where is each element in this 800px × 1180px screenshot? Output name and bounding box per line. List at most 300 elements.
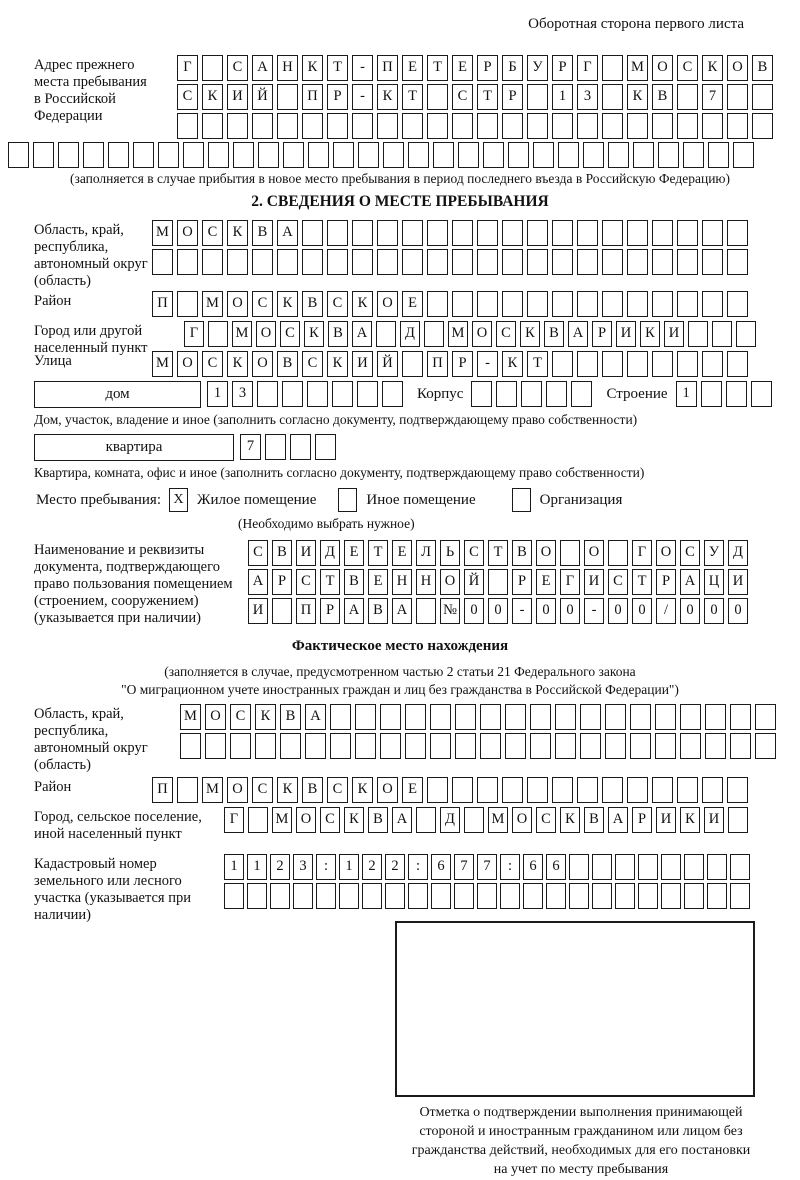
char-box[interactable] — [477, 220, 498, 246]
char-box[interactable] — [302, 220, 323, 246]
char-box[interactable] — [257, 381, 278, 407]
char-box[interactable] — [602, 351, 623, 377]
char-box[interactable] — [730, 854, 750, 880]
char-box[interactable] — [480, 733, 501, 759]
char-box[interactable] — [208, 321, 228, 347]
char-box[interactable]: О — [296, 807, 316, 833]
char-box[interactable]: Р — [452, 351, 473, 377]
char-box[interactable]: К — [502, 351, 523, 377]
char-box[interactable] — [508, 142, 529, 168]
char-box[interactable]: Б — [502, 55, 523, 81]
char-box[interactable] — [627, 777, 648, 803]
char-box[interactable] — [227, 249, 248, 275]
char-box[interactable] — [705, 733, 726, 759]
char-box[interactable]: П — [152, 777, 173, 803]
char-box[interactable]: К — [304, 321, 324, 347]
char-box[interactable] — [727, 84, 748, 110]
char-box[interactable] — [615, 883, 635, 909]
char-box[interactable] — [502, 249, 523, 275]
char-box[interactable] — [108, 142, 129, 168]
char-box[interactable]: Е — [536, 569, 556, 595]
char-box[interactable]: Й — [377, 351, 398, 377]
char-box[interactable]: В — [280, 704, 301, 730]
char-box[interactable] — [751, 381, 772, 407]
char-box[interactable] — [455, 704, 476, 730]
char-box[interactable] — [458, 142, 479, 168]
char-box[interactable]: 0 — [632, 598, 652, 624]
char-box[interactable] — [602, 55, 623, 81]
char-box[interactable] — [227, 113, 248, 139]
char-box[interactable] — [677, 220, 698, 246]
char-box[interactable]: Н — [392, 569, 412, 595]
char-box[interactable]: А — [277, 220, 298, 246]
char-box[interactable] — [477, 113, 498, 139]
char-box[interactable]: К — [327, 351, 348, 377]
char-box[interactable]: Н — [416, 569, 436, 595]
char-box[interactable] — [83, 142, 104, 168]
char-box[interactable] — [533, 142, 554, 168]
char-box[interactable]: Г — [560, 569, 580, 595]
char-box[interactable]: А — [305, 704, 326, 730]
char-box[interactable] — [560, 540, 580, 566]
char-box[interactable]: С — [202, 220, 223, 246]
char-box[interactable]: Р — [320, 598, 340, 624]
char-box[interactable]: К — [277, 777, 298, 803]
char-box[interactable] — [702, 777, 723, 803]
char-box[interactable] — [527, 777, 548, 803]
char-box[interactable]: Д — [440, 807, 460, 833]
char-box[interactable]: П — [427, 351, 448, 377]
char-box[interactable] — [58, 142, 79, 168]
char-box[interactable]: О — [252, 351, 273, 377]
char-box[interactable] — [608, 540, 628, 566]
char-box[interactable]: Т — [477, 84, 498, 110]
char-box[interactable] — [327, 249, 348, 275]
char-box[interactable]: Д — [320, 540, 340, 566]
char-box[interactable]: : — [316, 854, 336, 880]
char-box[interactable] — [755, 733, 776, 759]
char-box[interactable]: В — [302, 777, 323, 803]
char-box[interactable] — [477, 291, 498, 317]
char-box[interactable]: О — [177, 351, 198, 377]
char-box[interactable] — [677, 777, 698, 803]
char-box[interactable] — [177, 291, 198, 317]
char-box[interactable]: М — [272, 807, 292, 833]
char-box[interactable]: О — [472, 321, 492, 347]
char-box[interactable] — [630, 704, 651, 730]
char-box[interactable] — [627, 113, 648, 139]
char-box[interactable] — [602, 84, 623, 110]
char-box[interactable] — [569, 883, 589, 909]
char-box[interactable]: В — [302, 291, 323, 317]
char-box[interactable]: С — [536, 807, 556, 833]
char-box[interactable] — [333, 142, 354, 168]
stay-type-organization-checkbox[interactable] — [512, 488, 531, 512]
char-box[interactable]: С — [496, 321, 516, 347]
char-box[interactable] — [702, 291, 723, 317]
char-box[interactable] — [708, 142, 729, 168]
char-box[interactable] — [527, 220, 548, 246]
char-box[interactable] — [728, 807, 748, 833]
char-box[interactable]: Е — [402, 777, 423, 803]
char-box[interactable] — [265, 434, 286, 460]
char-box[interactable]: О — [512, 807, 532, 833]
char-box[interactable] — [252, 113, 273, 139]
char-box[interactable]: М — [152, 351, 173, 377]
char-box[interactable]: В — [544, 321, 564, 347]
char-box[interactable] — [180, 733, 201, 759]
char-box[interactable] — [577, 113, 598, 139]
char-box[interactable]: В — [272, 540, 292, 566]
char-box[interactable]: 0 — [488, 598, 508, 624]
char-box[interactable] — [502, 777, 523, 803]
char-box[interactable] — [290, 434, 311, 460]
char-box[interactable]: И — [704, 807, 724, 833]
char-box[interactable]: С — [464, 540, 484, 566]
char-box[interactable] — [402, 113, 423, 139]
char-box[interactable] — [258, 142, 279, 168]
char-box[interactable]: - — [352, 55, 373, 81]
char-box[interactable]: К — [277, 291, 298, 317]
char-box[interactable] — [592, 883, 612, 909]
char-box[interactable] — [652, 249, 673, 275]
char-box[interactable] — [752, 113, 773, 139]
char-box[interactable] — [330, 704, 351, 730]
char-box[interactable] — [505, 733, 526, 759]
char-box[interactable] — [552, 291, 573, 317]
char-box[interactable]: 1 — [339, 854, 359, 880]
char-box[interactable] — [702, 249, 723, 275]
char-box[interactable] — [727, 220, 748, 246]
char-box[interactable]: Е — [368, 569, 388, 595]
char-box[interactable]: Г — [577, 55, 598, 81]
char-box[interactable] — [352, 220, 373, 246]
char-box[interactable]: 7 — [240, 434, 261, 460]
char-box[interactable]: И — [728, 569, 748, 595]
char-box[interactable] — [652, 220, 673, 246]
char-box[interactable] — [433, 142, 454, 168]
char-box[interactable]: К — [255, 704, 276, 730]
char-box[interactable] — [527, 113, 548, 139]
char-box[interactable] — [705, 704, 726, 730]
char-box[interactable] — [455, 733, 476, 759]
char-box[interactable] — [8, 142, 29, 168]
char-box[interactable] — [355, 704, 376, 730]
char-box[interactable]: С — [252, 777, 273, 803]
stay-type-other-premises-checkbox[interactable] — [338, 488, 357, 512]
char-box[interactable]: К — [627, 84, 648, 110]
char-box[interactable]: 0 — [680, 598, 700, 624]
char-box[interactable] — [233, 142, 254, 168]
char-box[interactable]: В — [584, 807, 604, 833]
char-box[interactable] — [452, 249, 473, 275]
char-box[interactable]: М — [202, 777, 223, 803]
char-box[interactable]: Н — [277, 55, 298, 81]
char-box[interactable] — [376, 321, 396, 347]
char-box[interactable]: К — [680, 807, 700, 833]
char-box[interactable] — [282, 381, 303, 407]
char-box[interactable] — [527, 291, 548, 317]
char-box[interactable] — [630, 733, 651, 759]
char-box[interactable]: 0 — [728, 598, 748, 624]
char-box[interactable]: 1 — [552, 84, 573, 110]
char-box[interactable]: О — [584, 540, 604, 566]
char-box[interactable]: Т — [632, 569, 652, 595]
char-box[interactable]: Ц — [704, 569, 724, 595]
char-box[interactable]: С — [280, 321, 300, 347]
char-box[interactable]: О — [656, 540, 676, 566]
char-box[interactable]: В — [512, 540, 532, 566]
char-box[interactable]: Т — [320, 569, 340, 595]
char-box[interactable]: П — [302, 84, 323, 110]
char-box[interactable] — [523, 883, 543, 909]
char-box[interactable] — [133, 142, 154, 168]
char-box[interactable]: Ь — [440, 540, 460, 566]
char-box[interactable]: С — [320, 807, 340, 833]
char-box[interactable]: - — [477, 351, 498, 377]
char-box[interactable] — [327, 113, 348, 139]
char-box[interactable] — [380, 733, 401, 759]
char-box[interactable] — [377, 113, 398, 139]
char-box[interactable] — [552, 249, 573, 275]
char-box[interactable]: А — [352, 321, 372, 347]
char-box[interactable] — [452, 777, 473, 803]
char-box[interactable]: 1 — [224, 854, 244, 880]
char-box[interactable] — [483, 142, 504, 168]
char-box[interactable] — [658, 142, 679, 168]
char-box[interactable]: К — [227, 351, 248, 377]
char-box[interactable] — [202, 249, 223, 275]
char-box[interactable] — [638, 883, 658, 909]
char-box[interactable]: 3 — [232, 381, 253, 407]
char-box[interactable]: В — [652, 84, 673, 110]
char-box[interactable]: В — [252, 220, 273, 246]
char-box[interactable]: К — [377, 84, 398, 110]
char-box[interactable] — [327, 220, 348, 246]
char-box[interactable]: О — [256, 321, 276, 347]
char-box[interactable] — [177, 777, 198, 803]
char-box[interactable] — [583, 142, 604, 168]
char-box[interactable] — [427, 291, 448, 317]
char-box[interactable] — [592, 854, 612, 880]
char-box[interactable] — [727, 351, 748, 377]
char-box[interactable]: А — [248, 569, 268, 595]
char-box[interactable]: К — [344, 807, 364, 833]
char-box[interactable]: Е — [392, 540, 412, 566]
char-box[interactable] — [527, 249, 548, 275]
char-box[interactable]: О — [377, 291, 398, 317]
char-box[interactable] — [652, 351, 673, 377]
char-box[interactable] — [358, 142, 379, 168]
char-box[interactable]: М — [448, 321, 468, 347]
char-box[interactable] — [684, 883, 704, 909]
char-box[interactable] — [652, 291, 673, 317]
char-box[interactable] — [430, 704, 451, 730]
char-box[interactable] — [602, 220, 623, 246]
char-box[interactable]: В — [368, 807, 388, 833]
char-box[interactable] — [727, 291, 748, 317]
char-box[interactable]: С — [677, 55, 698, 81]
char-box[interactable] — [502, 220, 523, 246]
char-box[interactable] — [727, 777, 748, 803]
char-box[interactable]: М — [152, 220, 173, 246]
char-box[interactable]: 0 — [464, 598, 484, 624]
char-box[interactable] — [633, 142, 654, 168]
char-box[interactable]: С — [452, 84, 473, 110]
char-box[interactable]: Й — [252, 84, 273, 110]
char-box[interactable] — [552, 220, 573, 246]
char-box[interactable] — [480, 704, 501, 730]
char-box[interactable]: Е — [452, 55, 473, 81]
char-box[interactable] — [230, 733, 251, 759]
char-box[interactable]: Т — [427, 55, 448, 81]
char-box[interactable]: О — [536, 540, 556, 566]
char-box[interactable] — [577, 291, 598, 317]
char-box[interactable] — [315, 434, 336, 460]
char-box[interactable]: М — [180, 704, 201, 730]
char-box[interactable] — [552, 113, 573, 139]
char-box[interactable] — [638, 854, 658, 880]
char-box[interactable]: 2 — [362, 854, 382, 880]
char-box[interactable]: К — [352, 291, 373, 317]
char-box[interactable] — [577, 777, 598, 803]
char-box[interactable] — [183, 142, 204, 168]
char-box[interactable]: С — [252, 291, 273, 317]
char-box[interactable] — [402, 351, 423, 377]
char-box[interactable] — [307, 381, 328, 407]
char-box[interactable]: С — [327, 291, 348, 317]
char-box[interactable]: К — [302, 55, 323, 81]
char-box[interactable]: И — [664, 321, 684, 347]
char-box[interactable] — [555, 733, 576, 759]
char-box[interactable] — [707, 883, 727, 909]
char-box[interactable] — [427, 220, 448, 246]
char-box[interactable] — [308, 142, 329, 168]
char-box[interactable] — [339, 883, 359, 909]
char-box[interactable] — [677, 249, 698, 275]
char-box[interactable] — [255, 733, 276, 759]
char-box[interactable]: О — [652, 55, 673, 81]
char-box[interactable]: С — [202, 351, 223, 377]
char-box[interactable] — [736, 321, 756, 347]
char-box[interactable]: У — [527, 55, 548, 81]
char-box[interactable]: Е — [402, 291, 423, 317]
char-box[interactable] — [608, 142, 629, 168]
char-box[interactable]: А — [568, 321, 588, 347]
char-box[interactable]: С — [296, 569, 316, 595]
char-box[interactable] — [283, 142, 304, 168]
char-box[interactable] — [357, 381, 378, 407]
char-box[interactable] — [477, 883, 497, 909]
char-box[interactable] — [302, 113, 323, 139]
char-box[interactable]: Т — [327, 55, 348, 81]
char-box[interactable]: А — [344, 598, 364, 624]
char-box[interactable] — [688, 321, 708, 347]
apartment-type-box[interactable]: квартира — [34, 434, 234, 461]
char-box[interactable] — [272, 598, 292, 624]
char-box[interactable]: М — [627, 55, 648, 81]
char-box[interactable] — [383, 142, 404, 168]
char-box[interactable] — [502, 113, 523, 139]
char-box[interactable]: А — [392, 807, 412, 833]
char-box[interactable]: И — [616, 321, 636, 347]
char-box[interactable] — [416, 807, 436, 833]
char-box[interactable]: О — [377, 777, 398, 803]
char-box[interactable] — [177, 113, 198, 139]
char-box[interactable] — [730, 883, 750, 909]
char-box[interactable]: Т — [488, 540, 508, 566]
char-box[interactable]: О — [227, 291, 248, 317]
char-box[interactable]: И — [227, 84, 248, 110]
char-box[interactable] — [382, 381, 403, 407]
char-box[interactable] — [332, 381, 353, 407]
char-box[interactable] — [380, 704, 401, 730]
char-box[interactable] — [580, 733, 601, 759]
char-box[interactable] — [405, 704, 426, 730]
char-box[interactable] — [552, 777, 573, 803]
char-box[interactable]: Д — [400, 321, 420, 347]
char-box[interactable] — [684, 854, 704, 880]
char-box[interactable] — [471, 381, 492, 407]
char-box[interactable]: П — [296, 598, 316, 624]
char-box[interactable]: - — [512, 598, 532, 624]
char-box[interactable] — [488, 569, 508, 595]
char-box[interactable] — [527, 84, 548, 110]
char-box[interactable] — [202, 55, 223, 81]
char-box[interactable]: О — [205, 704, 226, 730]
char-box[interactable] — [655, 704, 676, 730]
char-box[interactable] — [680, 704, 701, 730]
char-box[interactable] — [602, 777, 623, 803]
char-box[interactable] — [580, 704, 601, 730]
char-box[interactable] — [702, 351, 723, 377]
char-box[interactable]: Д — [728, 540, 748, 566]
char-box[interactable]: Т — [527, 351, 548, 377]
char-box[interactable] — [727, 249, 748, 275]
char-box[interactable]: М — [488, 807, 508, 833]
char-box[interactable] — [627, 220, 648, 246]
char-box[interactable] — [702, 113, 723, 139]
char-box[interactable]: К — [520, 321, 540, 347]
char-box[interactable] — [305, 733, 326, 759]
char-box[interactable]: И — [584, 569, 604, 595]
char-box[interactable] — [280, 733, 301, 759]
house-type-box[interactable]: дом — [34, 381, 201, 408]
char-box[interactable] — [627, 249, 648, 275]
char-box[interactable] — [571, 381, 592, 407]
char-box[interactable] — [431, 883, 451, 909]
char-box[interactable] — [555, 704, 576, 730]
char-box[interactable]: К — [227, 220, 248, 246]
char-box[interactable] — [661, 854, 681, 880]
char-box[interactable]: С — [680, 540, 700, 566]
char-box[interactable] — [505, 704, 526, 730]
char-box[interactable] — [615, 854, 635, 880]
char-box[interactable] — [661, 883, 681, 909]
char-box[interactable] — [277, 113, 298, 139]
char-box[interactable] — [33, 142, 54, 168]
char-box[interactable]: П — [377, 55, 398, 81]
char-box[interactable] — [707, 854, 727, 880]
char-box[interactable] — [416, 598, 436, 624]
char-box[interactable] — [293, 883, 313, 909]
char-box[interactable]: О — [440, 569, 460, 595]
char-box[interactable] — [712, 321, 732, 347]
char-box[interactable] — [627, 291, 648, 317]
char-box[interactable]: С — [227, 55, 248, 81]
char-box[interactable] — [427, 84, 448, 110]
char-box[interactable] — [302, 249, 323, 275]
